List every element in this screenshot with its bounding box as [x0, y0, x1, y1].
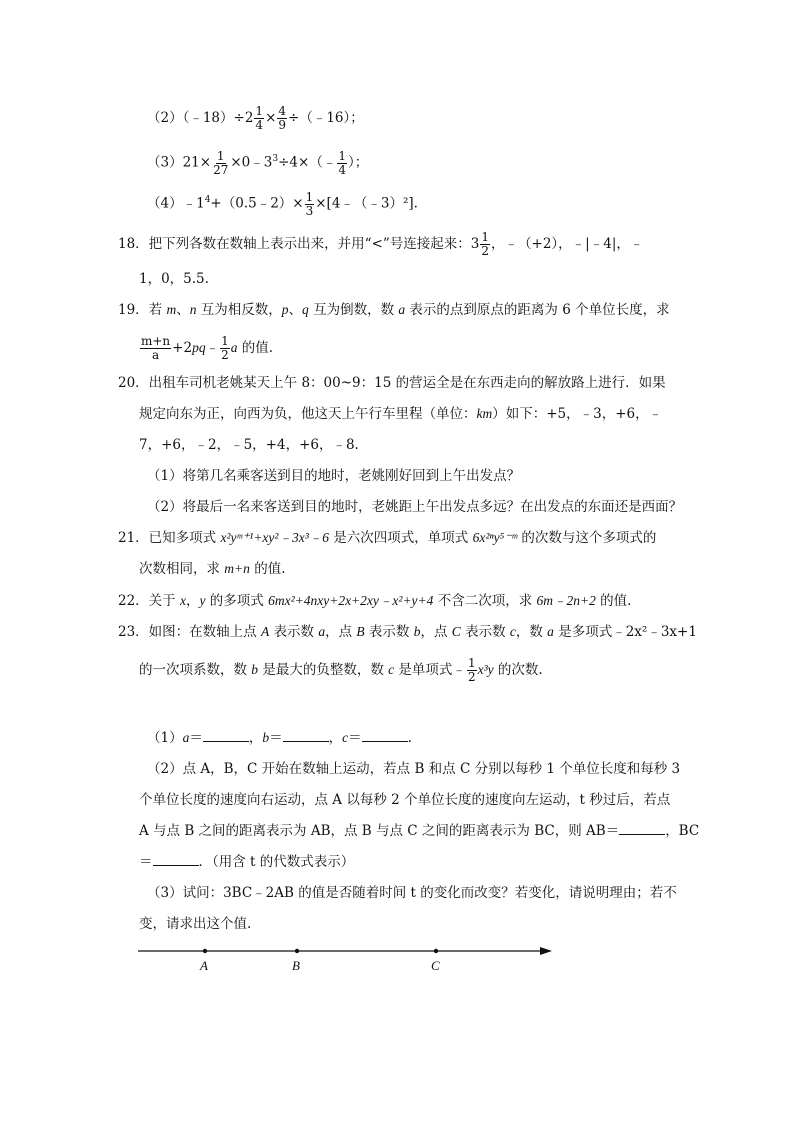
q23-part3-line1: （3）试问：3BC﹣2AB 的值是否随着时间 t 的变化而改变？若变化，请说明理由；若不: [147, 885, 677, 901]
fraction: $\frac{m+n}{a}$: [141, 334, 171, 362]
q17-part3: （3）21× $\frac{1}{27}$ $\times 0﹣3^3\div 4\times(﹣$ $\frac{1}{4}$ ）；: [147, 148, 369, 177]
q23-line2: 的一次项系数，数 b 是最大的负整数，数 c 是单项式﹣ $\frac{1}{2}$ x³y 的次数.: [139, 656, 543, 684]
point-b: [295, 949, 299, 953]
q19-line2: $\frac{m+n}{a}$ +2pq﹣ $\frac{1}{2}$ a 的值.: [141, 334, 274, 362]
q22-line: 22．关于 x，y 的多项式 6mx²+4nxy+2x+2xy﹣x²+y+4 不含二次项，求 6m﹣2n+2 的值.: [118, 593, 632, 609]
fraction: $\frac{4}{9}$: [278, 104, 287, 132]
q20-line2: 规定向东为正，向西为负，他这天上午行车里程（单位：km）如下：+5，﹣3，+6，﹣: [139, 406, 663, 422]
q23-part3-line2: 变，请求出这个值.: [139, 916, 252, 932]
q23-part2-line3: A 与点 B 之间的距离表示为 AB，点 B 与点 C 之间的距离表示为 BC，则 AB＝ ，BC: [139, 820, 699, 842]
q23-part2-line2: 个单位长度的速度向右运动，点 A 以每秒 2 个单位长度的速度向左运动，t 秒过后，若点: [139, 792, 671, 808]
q19-line1: 19．若 m、n 互为相反数，p、q 互为倒数，数 a 表示的点到原点的距离为 6 个单位长度，求: [118, 302, 670, 318]
q23-part2-line4: ＝ ．（用含 t 的代数式表示）: [139, 851, 354, 873]
fraction: $\frac{1}{4}$: [255, 104, 264, 132]
point-a: [203, 949, 207, 953]
fraction: $\frac{1}{27}$: [213, 148, 229, 177]
q20-line1: 20．出租车司机老姚某天上午 8：00~9：15 的营运全是在东西走向的解放路上进行．如果: [118, 375, 666, 391]
q23-part2-line1: （2）点 A，B，C 开始在数轴上运动，若点 B 和点 C 分别以每秒 1 个单位长度和每秒 3: [147, 761, 681, 777]
label-c: C: [431, 958, 440, 973]
fraction: $\frac{1}{2}$: [221, 334, 229, 362]
q21-line2: 次数相同，求 m+n 的值.: [139, 561, 286, 577]
q23-line1: 23．如图：在数轴上点 A 表示数 a，点 B 表示数 b，点 C 表示数 c，数 a 是多项式﹣2x²﹣3x+1: [118, 624, 697, 640]
answer-blank[interactable]: [153, 851, 199, 866]
q17-part4: $(4)﹣1^4+(0.5﹣2)\times$ $\frac{1}{3}$ ×[4﹣（﹣3）²].: [147, 189, 418, 218]
q17-part2: （2）（﹣18）÷2 $\frac{1}{4}$ × $\frac{4}{9}$ ÷（﹣16）；: [147, 104, 364, 132]
point-c: [434, 949, 438, 953]
answer-blank[interactable]: [203, 727, 249, 742]
q18-line2: 1，0，5.5.: [139, 271, 209, 287]
q21-line1: 21．已知多项式 x²yᵐ⁺¹+xy²﹣3x³﹣6 是六次四项式，单项式 6x²ⁿy⁵⁻ᵐ 的次数与这个多项式的: [118, 530, 657, 546]
fraction: $\frac{1}{4}$: [338, 148, 346, 177]
fraction: $\frac{1}{2}$: [467, 656, 476, 684]
label-b: B: [292, 958, 300, 973]
label-a: A: [200, 958, 208, 973]
answer-blank[interactable]: [362, 727, 408, 742]
q20-line3: 7，+6，﹣2，﹣5，+4，+6，﹣8.: [139, 437, 359, 453]
q20-part1: （1）将第几名乘客送到目的地时，老姚刚好回到上午出发点？: [147, 468, 521, 484]
fraction: $\frac{1}{3}$: [305, 189, 314, 218]
q18-line1: 18．把下列各数在数轴上表示出来，并用“<”号连接起来：3 $\frac{1}{2}$ ，﹣（+2），﹣|﹣4|，﹣: [118, 230, 644, 258]
answer-blank[interactable]: [283, 727, 329, 742]
number-line-figure: [130, 938, 560, 978]
answer-blank[interactable]: [619, 820, 665, 835]
q23-part1: （1）a＝ ，b＝ ，c＝ .: [147, 727, 412, 749]
text: （2）（﹣18）÷2: [147, 110, 254, 126]
arrow-head-icon: [540, 947, 552, 955]
q20-part2: （2）将最后一名来客送到目的地时，老姚距上午出发点多远？在出发点的东面还是西面？: [147, 499, 683, 515]
fraction: $\frac{1}{2}$: [481, 230, 490, 258]
